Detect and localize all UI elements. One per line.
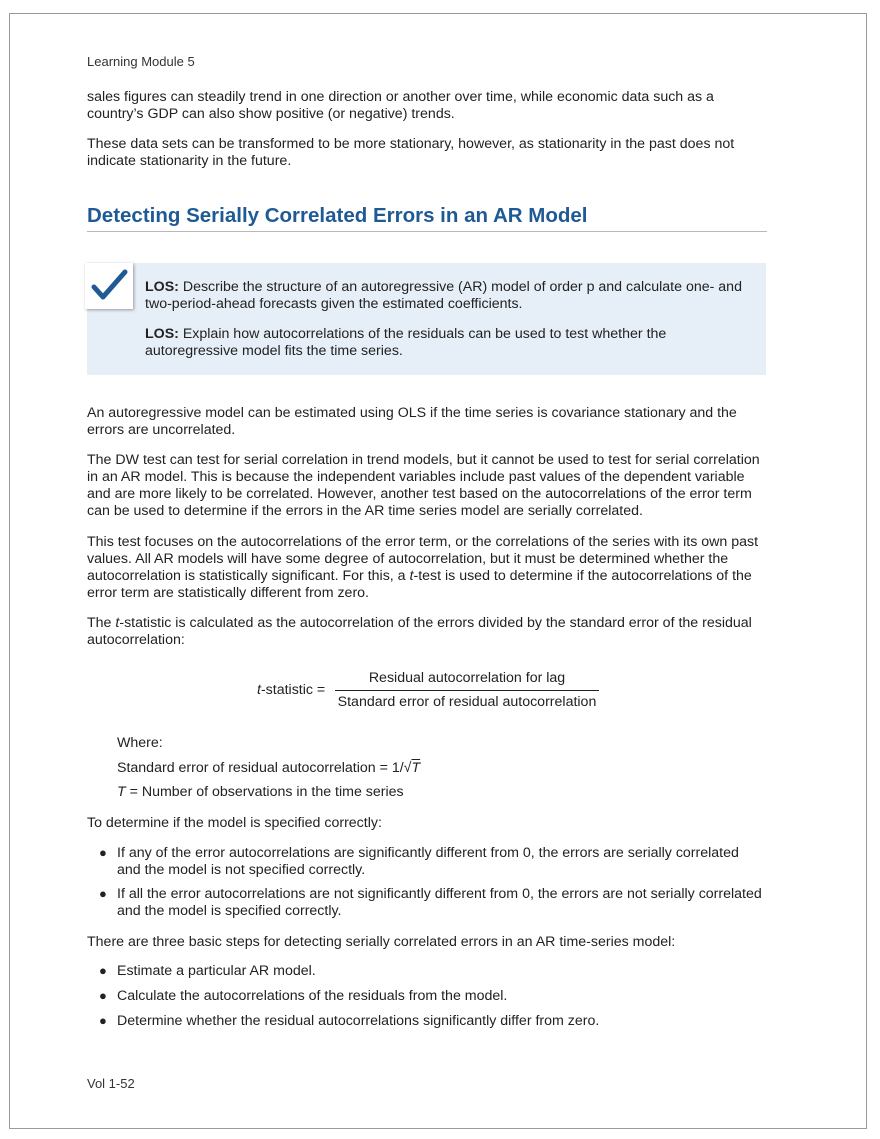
where-label: Where: — [117, 735, 163, 751]
intro-paragraph-2: These data sets can be transformed to be more stationary, however, as stationarity in the past does not indicate stationarity in the future. — [87, 136, 735, 169]
los-label: LOS: — [145, 326, 179, 342]
los-label: LOS: — [145, 279, 179, 295]
bullet-icon: ● — [99, 1013, 107, 1028]
los-item-2 — [145, 326, 755, 360]
list-item: ● If any of the error autocorrelations are significantly different from 0, the errors are serially correlated and the model is not specified correctly. — [99, 845, 739, 878]
page-number: Vol 1-52 — [87, 1076, 135, 1091]
los-text: Explain how autocorrelations of the residuals can be used to test whether the autoregressive model fits the time series. — [145, 326, 667, 359]
where-line-1: Standard error of residual autocorrelation = 1/√T — [117, 760, 421, 776]
spec-intro: To determine if the model is specified correctly: — [87, 815, 382, 831]
steps-intro: There are three basic steps for detecting serially correlated errors in an AR time-series model: — [87, 934, 676, 950]
where-line-2: T = Number of observations in the time series — [117, 784, 404, 800]
body-paragraph-3: This test focuses on the autocorrelations of the error term, or the correlations of the series with its own past values. All AR models will have some degree of autocorrelation, but it must be determined whether the autocorrelation is statistically significant. For this, a t-test is used to determine if the autocorrelations of the error term are statistically different from zero. — [87, 534, 759, 601]
bullet-icon: ● — [99, 886, 107, 901]
formula-denominator: Standard error of residual autocorrelation — [337, 694, 597, 710]
running-head: Learning Module 5 — [87, 54, 195, 69]
list-item: ● If all the error autocorrelations are not significantly different from 0, the errors are not serially correlated and the model is specified correctly. — [99, 886, 762, 919]
body-paragraph-4: The t-statistic is calculated as the autocorrelation of the errors divided by the standard error of the residual autocorrelation: — [87, 615, 752, 648]
section-title: Detecting Serially Correlated Errors in an AR Model — [87, 204, 767, 232]
body-paragraph-1: An autoregressive model can be estimated using OLS if the time series is covariance stationary and the errors are uncorrelated. — [87, 405, 737, 438]
bullet-icon: ● — [99, 845, 107, 860]
t-statistic-formula — [257, 670, 777, 714]
bullet-icon: ● — [99, 963, 107, 978]
list-item: ● Calculate the autocorrelations of the residuals from the model. — [99, 988, 508, 1004]
bullet-icon: ● — [99, 988, 107, 1003]
los-item-1 — [145, 279, 755, 313]
list-item: ● Determine whether the residual autocorrelations significantly differ from zero. — [99, 1013, 600, 1029]
body-paragraph-2: The DW test can test for serial correlation in trend models, but it cannot be used to test for serial correlation in an AR model. This is because the independent variables include past values of the dependent variable and are more likely to be correlated. However, another test based on the autocorrelations of the error term can be used to determine if the errors in the AR time series model are serially correlated. — [87, 452, 760, 519]
los-text: Describe the structure of an autoregressive (AR) model of order p and calculate one- and two-period-ahead forecasts given the estimated coefficients. — [145, 279, 742, 312]
formula-numerator: Residual autocorrelation for lag — [368, 670, 566, 686]
list-item: ● Estimate a particular AR model. — [99, 963, 316, 979]
formula-lhs: t-statistic = — [257, 682, 326, 698]
fraction-bar — [335, 690, 599, 691]
checkmark-icon — [85, 263, 133, 309]
intro-paragraph-1: sales figures can steadily trend in one direction or another over time, while economic data such as a country’s GDP can also show positive (or negative) trends. — [87, 89, 714, 122]
